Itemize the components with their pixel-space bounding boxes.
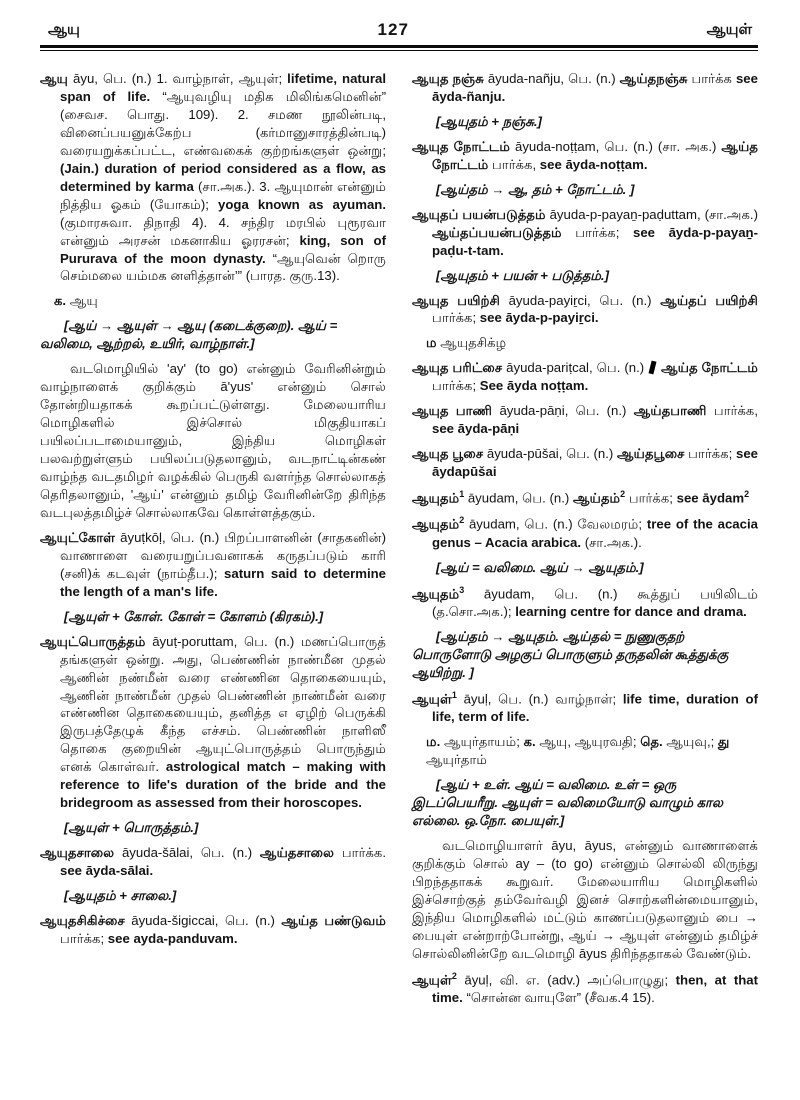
cognate-line: [54, 292, 386, 310]
body-text: [ஆயுதம் + சாலை.]: [64, 888, 177, 904]
transliteration: āyudam,: [464, 586, 555, 602]
english-gloss: saturn said to determine the length of a man's life.: [60, 565, 386, 599]
headword: ஆயுதப் பயன்படுத்தம்: [412, 206, 546, 222]
header-guide-word-right: ஆயுள்: [706, 21, 752, 38]
cognate-line: [426, 334, 758, 352]
headword: ஆயு: [40, 71, 68, 86]
note-paragraph: [412, 837, 758, 963]
transliteration: āyuda-pūšai,: [483, 446, 567, 462]
body-text: [ஆயுதம் + நஞ்சு.]: [436, 113, 542, 129]
dict-entry: [412, 206, 758, 260]
transliteration: āyudam,: [464, 516, 525, 532]
etymology-line: [412, 267, 758, 285]
sense-superscript: 1: [459, 489, 465, 500]
body-text: (சா.அக.): [704, 206, 758, 222]
etymology-line: [412, 559, 758, 577]
cross-reference: ஆய்தபூசை: [616, 446, 685, 462]
note-paragraph: [40, 360, 386, 522]
body-text: (சா.அக.).: [584, 534, 642, 550]
language-tag: தெ.: [640, 734, 667, 750]
cross-reference: ஆய்தம்: [572, 490, 621, 506]
body-text: பெ. (n.) பிறப்பாளனின் (சாதகனின்) வாணாளை வரையறுப்பவனாகக் கருதப்படும் காரி (சனி)க் கடவுள் (நாம்தீப.);: [60, 529, 386, 581]
dict-entry: [40, 912, 386, 948]
english-gloss: then, at that time.: [432, 971, 758, 1005]
sense-superscript: 2: [451, 970, 457, 981]
body-text: பெ. (n.): [224, 912, 282, 928]
transliteration: āyuda-nañju,: [483, 71, 569, 86]
body-text: பெ. (n.) 1. வாழ்நாள், ஆயுள்;: [102, 71, 288, 86]
language-tag: ம: [426, 335, 441, 351]
transliteration: āyuda-noṭṭam,: [509, 138, 605, 154]
body-text: வி. எ. (adv.) அப்பொழுது;: [499, 971, 676, 987]
headword: ஆயுத நஞ்சு: [412, 71, 484, 86]
english-gloss: see āyda-p-payiṟci.: [479, 310, 599, 326]
english-gloss: see āydapūšai: [432, 446, 758, 480]
language-tag: க.: [54, 293, 70, 309]
body-text: (சா.அக.). 3. ஆயுமான் என்னும் நித்திய ஓகம் (யோகம்);: [60, 178, 387, 212]
body-text: பார்க்க: [687, 71, 736, 86]
body-text: பார்க்க;: [625, 490, 677, 506]
body-text: (குமாரசுவா. திநாதி 4). 4. சந்திர மரபில் புரூரவா என்னும் அரசன் மகனாகிய ஓரரசன்;: [60, 214, 386, 248]
body-text: [ஆயுள் + பொருத்தம்.]: [64, 820, 199, 836]
transliteration: āyuda-p-payaṉ-paḍuttam,: [545, 206, 705, 222]
body-text: ஆயுர்தாம்: [426, 752, 487, 768]
cross-reference: ஆய்த பண்டுவம்: [281, 912, 386, 928]
english-gloss: See āyda noṭṭam.: [479, 378, 589, 394]
language-tag: ம.: [426, 734, 444, 750]
english-gloss: see āyda-p-payaṉ-paḍu-t-tam.: [432, 224, 758, 258]
running-header: [40, 20, 758, 45]
headword: ஆயுதம்: [412, 490, 460, 506]
english-gloss: life time, duration of life, term of life.: [432, 691, 759, 725]
english-gloss: yoga known as ayuman.: [218, 196, 387, 212]
body-text: பெ. (n.) மணப்பொருத் தங்களுள் ஒன்று. அது, பெண்ணின் நாண்மீன முதல் ஆணின் நண்மீன் வரை எண்ணின தொகையையும், ஆணின் நாண்மீன் முதல் பெண்ணின் நாண்மீன் வரை எண்ணின தொகையையும், தனித்த ௭ ஏழிற் பெருக்கி இருபத்தேழுக் கீந்த எச்சம். பெண்ணின் நாளிஸீ தொகை குறையின் ஆயுட்பொருத்தம் பொருந்தும் எனக் கொள்வர்.: [60, 633, 386, 775]
dict-entry: [412, 402, 758, 438]
sense-superscript: 3: [459, 584, 465, 595]
body-text: பெ. (n.): [575, 403, 634, 419]
body-text: பார்க்க,: [706, 403, 759, 419]
body-text: பெ. (n.) கூத்துப் பயிலிடம் (த.சொ.அக.);: [432, 586, 758, 620]
headword: ஆயுள்: [412, 971, 452, 987]
body-text: பெ. (n.): [599, 292, 661, 308]
body-text: பார்க்க.: [334, 845, 387, 861]
body-text: வடமொழியாளர் āyu, āyus, என்னும் வாணாளைக் குறிக்கும் சொல் ay – (to go) என்னும் சொல்லி லிருந்து பிறந்ததாகக் கூறுவர். மேலையாரிய மொழிகளில் இச்சொற்குத் தம்வேர்வழி இனச் சொற்களின்மையானும், இந்திய மொழிகளில் மட்டும் காணப்படுதலானும் பை → பையுள் என்றாற்போன்று, ஆய் → ஆயுள் என்னும் தமிழ்ச் சொல்லினின்றே வடமொழி āyus திரிந்ததாகல் வேண்டும்.: [412, 837, 758, 961]
english-gloss: king, son of Pururava of the moon dynasty.: [60, 232, 386, 266]
cognate-line: [426, 733, 758, 769]
body-text: ஆயு: [69, 293, 98, 309]
english-gloss: see ayda-panduvam.: [107, 930, 238, 946]
etymology-line: [412, 776, 758, 830]
body-text: பார்க்க;: [432, 378, 480, 394]
body-text: பார்க்க;: [561, 224, 633, 240]
body-text: பெ. (n.) (சா. அக.): [604, 138, 722, 154]
headword: ஆயுதசாலை: [40, 845, 115, 861]
english-gloss: lifetime, natural span of life.: [60, 71, 386, 104]
english-gloss: learning centre for dance and drama.: [515, 604, 747, 620]
english-gloss: see āyda-pāṇi: [432, 421, 520, 437]
dict-entry: [40, 70, 386, 285]
english-gloss: see āyda-noṭṭam.: [539, 156, 648, 172]
body-text: [ஆய்தம் → ஆயுதம். ஆய்தல் = நுணுகுதற் பொருளோடு அழகுப் பொருளும் தருதலின் கூத்துக்கு ஆயிற்று. ]: [412, 629, 729, 680]
etymology-line: [412, 181, 758, 199]
body-text: பெ. (n.) வாழ்நாள்;: [498, 691, 623, 707]
headword: ஆயுதம்: [412, 586, 460, 602]
transliteration: āyuda-šigiccai,: [124, 912, 225, 928]
dict-entry: [40, 633, 386, 813]
english-gloss: see āyda-ñanju.: [432, 71, 758, 104]
dict-entry: [40, 529, 386, 601]
sense-superscript: 1: [451, 689, 457, 700]
transliteration: āyuḷ,: [456, 971, 500, 987]
ink-mark: [649, 361, 657, 375]
transliteration: āyuṭ-poruttam,: [145, 633, 244, 649]
body-text: பெ. (n.): [596, 360, 645, 376]
cross-reference: ஆய்தபாணி: [633, 403, 707, 419]
body-text: “ஆயுவழியு மதிக மிலிங்கமெனின்” (சைவச. பொது. 109). 2. சமண நூலின்படி, வினைப்பயனுக்கேற்ப (கர்மானுசாரத்தின்படி) வரையறுக்கப்பட்ட, எண்வகைக் குற்றங்களுள் ஒன்று;: [60, 88, 387, 158]
headword: ஆயுத நோட்டம்: [412, 138, 510, 154]
dict-entry: [412, 138, 758, 174]
dict-entry: [412, 970, 758, 1007]
etymology-line: [412, 628, 758, 682]
body-text: [ஆயுள் + கோள். கோள் = கோளம் (கிரகம்).]: [64, 608, 324, 624]
body-text: [ஆய்தம் → ஆ, தம் + நோட்டம். ]: [436, 181, 635, 197]
body-text: ஆயுவு,;: [666, 734, 718, 750]
headword: ஆயுத பயிற்சி: [412, 292, 500, 308]
dict-entry: [412, 689, 758, 726]
body-text: பெ. (n.) வேலமரம்;: [524, 516, 647, 532]
body-text: பார்க்க;: [432, 310, 480, 326]
cross-reference: ஆய்தசாலை: [259, 845, 335, 861]
cross-reference: ஆய்த நோட்டம்: [432, 138, 758, 172]
body-text: “ஆயுவென் றொரு செம்மலை யம்மக னளித்தான்’” (பாரத. குரு.13).: [60, 250, 386, 284]
etymology-line: [40, 317, 386, 353]
dict-entry: [412, 359, 758, 395]
headword: ஆயுட்பொருத்தம்: [40, 633, 146, 649]
dict-entry: [412, 488, 758, 507]
page-body: [40, 63, 758, 1007]
transliteration: āyuṭkōḷ,: [115, 529, 171, 545]
transliteration: āyuda-payiṟci,: [499, 292, 600, 308]
headword: ஆயுத பரிட்சை: [412, 360, 503, 376]
transliteration: āyuda-pariṭcal,: [502, 360, 597, 376]
headword: ஆயுள்: [412, 691, 452, 707]
cross-reference: ஆய்தப் பயிற்சி: [660, 292, 758, 308]
english-gloss: astrological match – making with reference to life's duration of the bride and the bridegroom as assessed from their horoscopes.: [60, 759, 386, 811]
header-rule: [40, 45, 758, 51]
page-number: 127: [377, 20, 409, 39]
body-text: “சொன்ன வாயுளே” (சீவக.4 15).: [466, 989, 655, 1005]
dict-entry: [412, 584, 758, 621]
english-gloss: (Jain.) duration of period considered as a flow, as determined by karma: [60, 160, 386, 194]
body-text: பெ. (n.): [566, 446, 617, 462]
body-text: ஆயு, ஆயுரவதி;: [539, 734, 641, 750]
left-column: [40, 63, 386, 1007]
header-guide-word-left: ஆயு: [48, 21, 80, 38]
etymology-line: [40, 887, 386, 905]
sense-superscript: 2: [459, 515, 465, 526]
body-text: ஆயுர்தாயம்;: [443, 734, 524, 750]
dict-entry: [412, 514, 758, 551]
transliteration: āyuda-pāṇi,: [492, 403, 576, 419]
body-text: [ஆய் + உள். ஆய் = வலிமை. உள் = ஒரு இடப்பெயரீறு. ஆயுள் = வலிமையோடு வாழும் கால எல்லை. ஒ.நோ. பையுள்.]: [412, 777, 723, 828]
sense-superscript: 2: [620, 489, 626, 500]
body-text: வடமொழியில் 'ay' (to go) என்னும் வேரினின்றும் வாழ்நாளைக் குறிக்கும் ā'yus' என்னும் சொல் தோன்றியதாகக் கூறப்பட்டுள்ளது. மேலையாரிய மொழிகளில் இச்சொல் மிகுதியாகப் பயிலப்படாமையானும், இந்திய மொழிகள் பலவற்றுள்ளும் பயிலப்படுதலானும், வடநாட்டின்கண் வாழ்ந்த வடதமிழர் வழக்கில் பெருகி வளர்ந்த சொல்லாகத் தெரிதலானும், 'ஆய்' என்னும் தமிழ் வேரினின்றே திரிந்த வடபுலத்தமிழ்ச் சொல்லாகவே கொள்ளத்தகும்.: [40, 361, 386, 520]
dict-entry: [412, 70, 758, 106]
dict-entry: [412, 445, 758, 481]
body-text: பார்க்க;: [684, 446, 736, 462]
body-text: பெ. (n.): [200, 845, 260, 861]
headword: ஆயுத பாணி: [412, 403, 493, 419]
transliteration: āyuḷ,: [456, 691, 499, 707]
headword: ஆயுதம்: [412, 516, 460, 532]
english-gloss: see āydam: [676, 490, 745, 506]
transliteration: āyudam,: [464, 490, 523, 506]
language-tag: க.: [523, 734, 540, 750]
dict-entry: [40, 844, 386, 880]
english-gloss: see āyda-sālai.: [60, 863, 154, 879]
language-tag: து: [718, 734, 730, 750]
right-column: [412, 63, 758, 1007]
body-text: [ஆய் → ஆயுள் → ஆயு (கடைக்குறை). ஆய் = வலிமை, ஆற்றல், உயிர், வாழ்நாள்.]: [40, 318, 338, 352]
dict-entry: [412, 292, 758, 328]
headword: ஆயுட்கோள்: [40, 529, 116, 545]
body-text: பெ. (n.): [522, 490, 573, 506]
sense-superscript: 2: [744, 489, 750, 500]
etymology-line: [412, 113, 758, 131]
etymology-line: [40, 608, 386, 626]
transliteration: āyu,: [68, 71, 103, 86]
body-text: ஆயுதசிக்ழ: [440, 335, 507, 351]
transliteration: āyuda-šālai,: [114, 845, 201, 861]
body-text: [ஆயுதம் + பயன் + படுத்தம்.]: [436, 267, 609, 283]
cross-reference: ஆய்தப்பயன்படுத்தம்: [432, 224, 562, 240]
headword: ஆயுத பூசை: [412, 446, 484, 462]
body-text: [ஆய் = வலிமை. ஆய் → ஆயுதம்.]: [436, 559, 644, 575]
body-text: பெ. (n.): [568, 71, 620, 86]
body-text: பார்க்க,: [488, 156, 540, 172]
etymology-line: [40, 819, 386, 837]
headword: ஆயுதசிகிச்சை: [40, 912, 125, 928]
body-text: பார்க்க;: [60, 930, 108, 946]
english-gloss: tree of the acacia genus – Acacia arabica.: [432, 516, 758, 550]
cross-reference: ஆய்தநஞ்சு: [619, 71, 688, 86]
cross-reference: ஆய்த நோட்டம்: [661, 360, 759, 376]
